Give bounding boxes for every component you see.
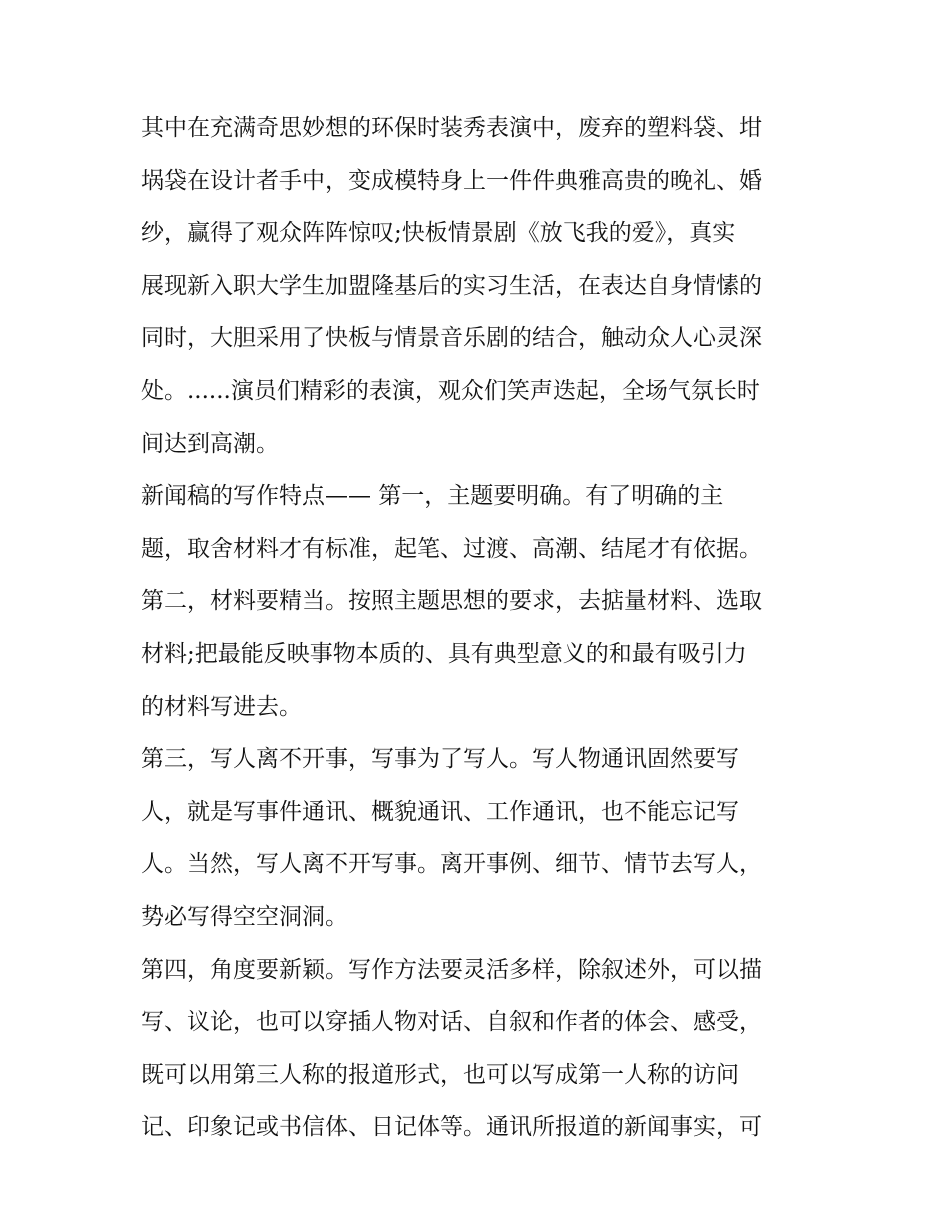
text-line: 第四，角度要新颖。写作方法要灵活多样，除叙述外，可以描 xyxy=(141,956,762,983)
text-line: 第三，写人离不开事，写事为了写人。写人物通讯固然要写 xyxy=(141,746,739,773)
text-line: 同时，大胆采用了快板与情景音乐剧的结合，触动众人心灵深 xyxy=(141,325,762,352)
text-line: 势必写得空空洞洞。 xyxy=(141,903,348,930)
text-line: 材料;把最能反映事物本质的、具有典型意义的和最有吸引力 xyxy=(141,640,747,667)
text-line: 纱，赢得了观众阵阵惊叹;快板情景剧《放飞我的爱》，真实 xyxy=(141,220,736,247)
text-line: 间达到高潮。 xyxy=(141,430,279,457)
text-line: 其中在充满奇思妙想的环保时装秀表演中，废弃的塑料袋、坩 xyxy=(141,115,762,141)
text-line: 人，就是写事件通讯、概貌通讯、工作通讯，也不能忘记写 xyxy=(141,798,739,825)
body-text xyxy=(141,102,821,1154)
text-line: 第二，材料要精当。按照主题思想的要求，去掂量材料、选取 xyxy=(141,588,762,615)
text-line: 新闻稿的写作特点—— 第一，主题要明确。有了明确的主 xyxy=(141,483,724,510)
text-line: 记、印象记或书信体、日记体等。通讯所报道的新闻事实，可 xyxy=(141,1114,762,1141)
text-line: 既可以用第三人称的报道形式，也可以写成第一人称的访问 xyxy=(141,1061,739,1088)
text-line: 处。......演员们精彩的表演，观众们笑声迭起，全场气氛长时 xyxy=(141,377,760,404)
text-line: 的材料写进去。 xyxy=(141,693,302,720)
text-line: 埚袋在设计者手中，变成模特身上一件件典雅高贵的晚礼、婚 xyxy=(141,167,762,194)
text-line: 写、议论，也可以穿插人物对话、自叙和作者的体会、感受， xyxy=(141,1009,762,1036)
text-line: 人。当然，写人离不开写事。离开事例、细节、情节去写人， xyxy=(141,851,762,878)
text-line: 题，取舍材料才有标准，起笔、过渡、高潮、结尾才有依据。 xyxy=(141,535,762,562)
text-line: 展现新入职大学生加盟隆基后的实习生活，在表达自身情愫的 xyxy=(141,272,762,299)
